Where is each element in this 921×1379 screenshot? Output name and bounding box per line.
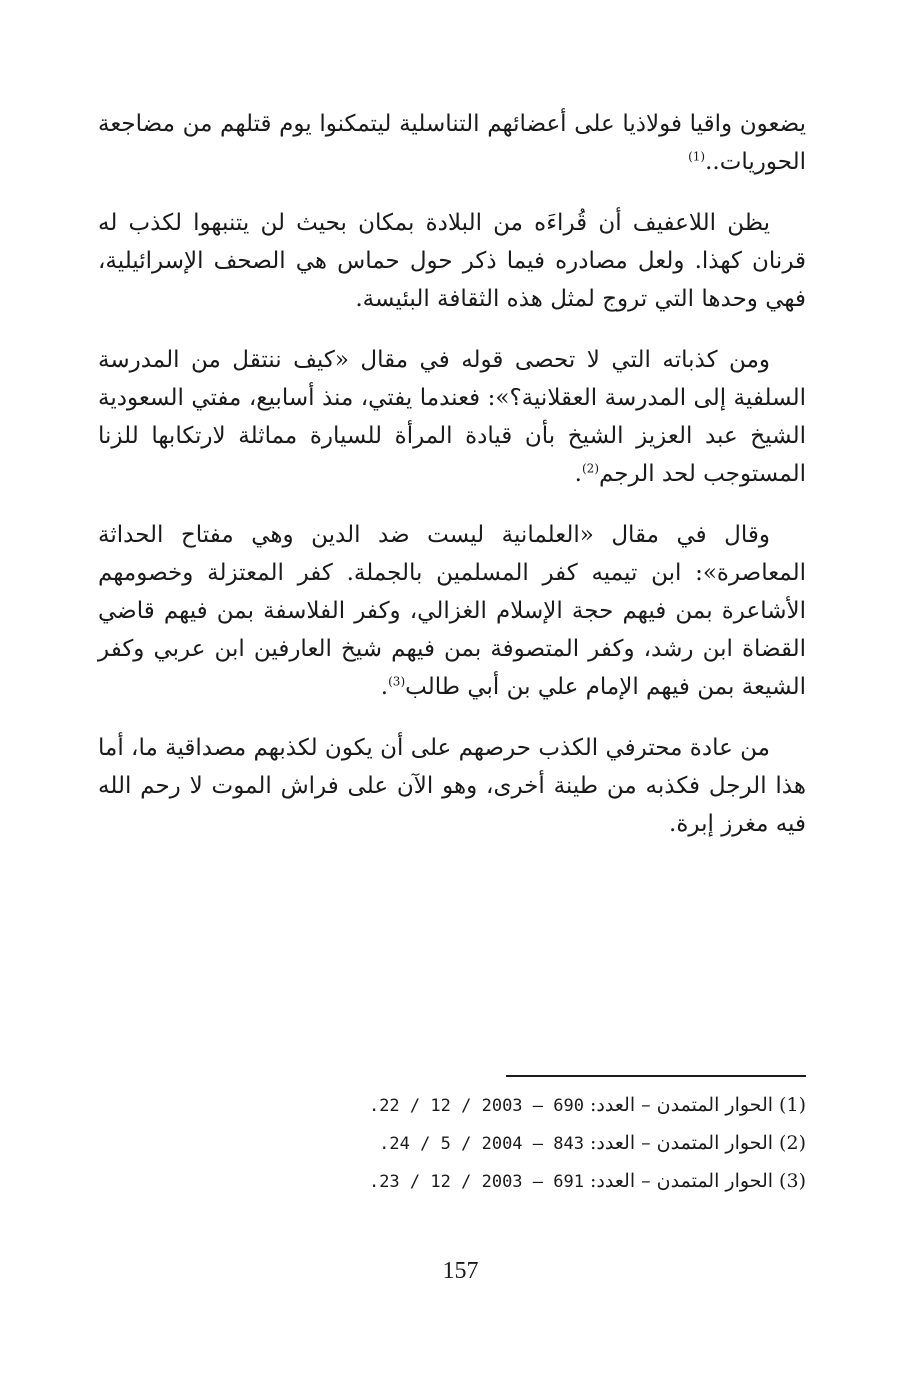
footnote-3-label: (3) الحوار المتمدن – العدد: <box>590 1170 806 1192</box>
footnote-3 <box>286 1169 806 1194</box>
footnote-ref-1[interactable]: (1) <box>688 149 706 164</box>
page-body <box>98 105 806 866</box>
paragraph-4-tail: . <box>380 674 389 700</box>
footnote-2-label: (2) الحوار المتمدن – العدد: <box>590 1132 806 1154</box>
footnote-1-label: (1) الحوار المتمدن – العدد: <box>590 1094 806 1116</box>
paragraph-3-tail: . <box>574 461 582 487</box>
paragraph-5 <box>98 729 806 843</box>
paragraph-4 <box>98 516 806 706</box>
paragraph-4-text: وقال في مقال «العلمانية ليست ضد الدين وهي مفتاح الحداثة المعاصرة»: ابن تيميه كفر المسلمين بالجملة. كفر المعتزلة وخصومهم الأشاعرة بمن فيهم حجة الإسلام الغزالي، وكفر الفلاسفة بمن فيهم قاضي القضاة ابن رشد، وكفر المتصوفة بمن فيهم شيخ العارفين ابن عربي وكفر الشيعة بمن فيهم الإمام علي بن أبي طالب <box>98 522 806 700</box>
footnotes <box>286 1093 806 1207</box>
footnote-separator <box>506 1075 806 1077</box>
paragraph-2 <box>98 204 806 318</box>
paragraph-2-text: يظن اللاعفيف أن قُراءَه من البلادة بمكان بحيث لن يتنبهوا لكذب له قرنان كهذا. ولعل مصادره فيما ذكر حول حماس هي الصحف الإسرائيلية، فهي وحدها التي تروج لمثل هذه الثقافة البئيسة. <box>98 210 806 312</box>
paragraph-1-text: يضعون واقيا فولاذيا على أعضائهم التناسلية ليتمكنوا يوم قتلهم من مضاجعة الحوريات.. <box>98 111 806 175</box>
footnote-ref-3[interactable]: (3) <box>388 674 406 689</box>
footnote-2 <box>286 1131 806 1156</box>
footnote-ref-2[interactable]: (2) <box>581 461 599 476</box>
footnote-1-number: 690 – 2003 / 12 / 22. <box>368 1096 584 1116</box>
paragraph-3-text: ومن كذباته التي لا تحصى قوله في مقال «كيف ننتقل من المدرسة السلفية إلى المدرسة العقلانية؟»: فعندما يفتي، منذ أسابيع، مفتي السعودية الشيخ عبد العزيز الشيخ بأن قيادة المرأة للسيارة مماثلة لارتكابها للزنا المستوجب لحد الرجم <box>98 347 806 487</box>
footnote-2-number: 843 – 2004 / 5 / 24. <box>379 1134 584 1154</box>
footnote-3-number: 691 – 2003 / 12 / 23. <box>368 1172 584 1192</box>
paragraph-5-text: من عادة محترفي الكذب حرصهم على أن يكون لكذبهم مصداقية ما، أما هذا الرجل فكذبه من طينة أخرى، وهو الآن على فراش الموت لا رحم الله فيه مغرز إبرة. <box>98 735 806 837</box>
page-number: 157 <box>442 1258 479 1284</box>
paragraph-1 <box>98 105 806 181</box>
paragraph-3 <box>98 341 806 493</box>
footnote-1 <box>286 1093 806 1118</box>
